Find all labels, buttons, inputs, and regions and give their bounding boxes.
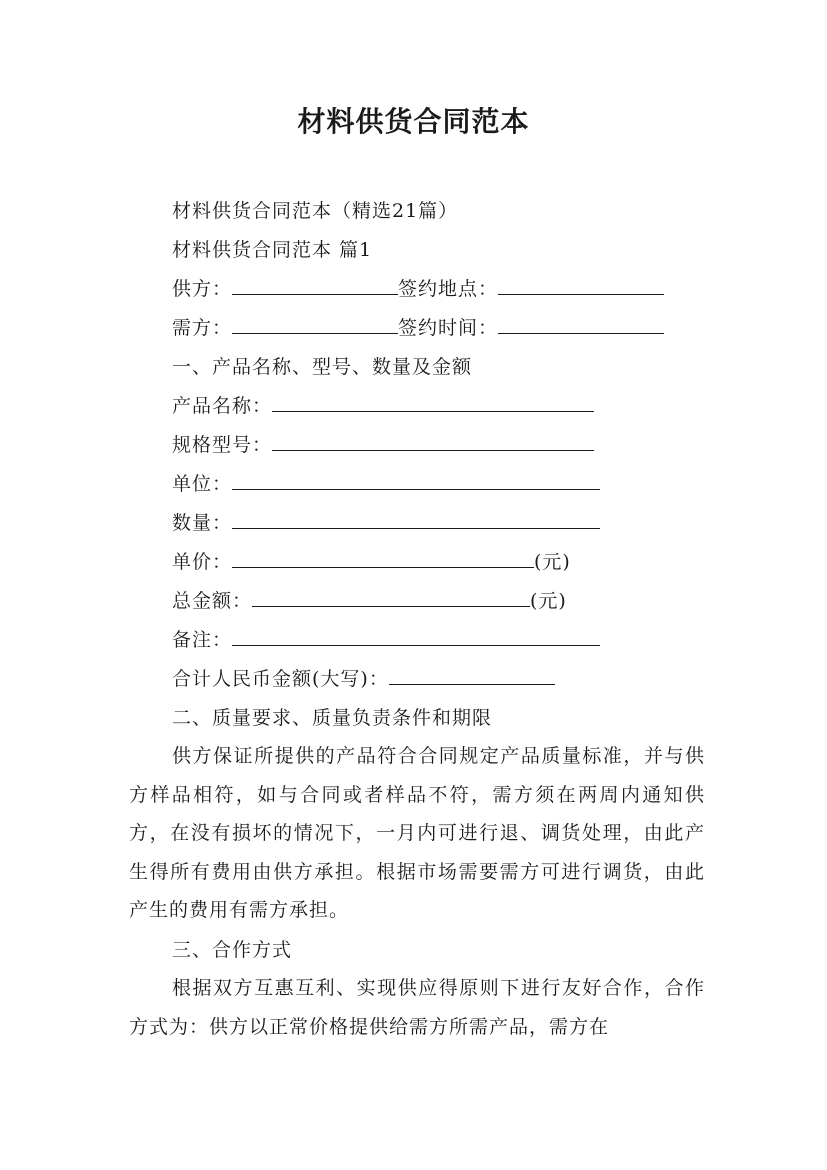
rmb-total-label: 合计人民币金额(大写)：: [172, 668, 389, 690]
total-blank[interactable]: [252, 588, 530, 607]
product-name-row: [172, 393, 594, 419]
document-title: 材料供货合同范本: [297, 105, 530, 138]
quantity-row: [172, 510, 600, 536]
buyer-label: 需方：: [172, 317, 233, 339]
remark-label: 备注：: [172, 629, 233, 651]
subtitle: 材料供货合同范本（精选21篇）: [172, 200, 459, 222]
product-name-label: 产品名称：: [172, 395, 273, 417]
unit-row: [172, 471, 600, 497]
spec-blank[interactable]: [272, 432, 594, 451]
unit-label: 单位：: [172, 473, 233, 495]
buyer-row: [172, 315, 664, 341]
product-name-blank[interactable]: [272, 393, 594, 412]
chapter-heading: 材料供货合同范本 篇1: [172, 239, 373, 261]
remark-row: [172, 627, 600, 653]
sign-place-label: 签约地点：: [398, 278, 499, 300]
unit-price-label: 单价：: [172, 551, 233, 573]
spec-label: 规格型号：: [172, 434, 273, 456]
unit-blank[interactable]: [232, 471, 600, 490]
total-row: [172, 588, 567, 614]
sign-time-label: 签约时间：: [398, 317, 499, 339]
remark-blank[interactable]: [232, 627, 600, 646]
rmb-total-row: [172, 666, 555, 692]
total-suffix: (元): [530, 590, 567, 612]
supplier-label: 供方：: [172, 278, 233, 300]
section3-body: 根据双方互惠互利、实现供应得原则下进行友好合作，合作方式为：供方以正常价格提供给需方所需产品，需方在: [129, 977, 705, 1038]
section1-heading: 一、产品名称、型号、数量及金额: [172, 356, 473, 378]
rmb-total-blank[interactable]: [389, 666, 555, 685]
section3-heading: 三、合作方式: [172, 939, 293, 961]
spec-row: [172, 432, 594, 458]
sign-place-blank[interactable]: [498, 276, 664, 295]
supplier-row: [172, 276, 664, 302]
quantity-label: 数量：: [172, 512, 233, 534]
section2-heading: 二、质量要求、质量负责条件和期限: [172, 707, 493, 729]
supplier-blank[interactable]: [232, 276, 398, 295]
unit-price-row: [172, 549, 571, 575]
buyer-blank[interactable]: [232, 315, 398, 334]
unit-price-suffix: (元): [534, 551, 571, 573]
quantity-blank[interactable]: [232, 510, 600, 529]
total-label: 总金额：: [172, 590, 253, 612]
unit-price-blank[interactable]: [232, 549, 534, 568]
section2-body: 供方保证所提供的产品符合合同规定产品质量标准，并与供方样品相符，如与合同或者样品不符，需方须在两周内通知供方，在没有损坏的情况下，一月内可进行退、调货处理，由此产生得所有费用由供方承担。根据市场需要需方可进行调货，由此产生的费用有需方承担。: [129, 745, 705, 922]
sign-time-blank[interactable]: [498, 315, 664, 334]
